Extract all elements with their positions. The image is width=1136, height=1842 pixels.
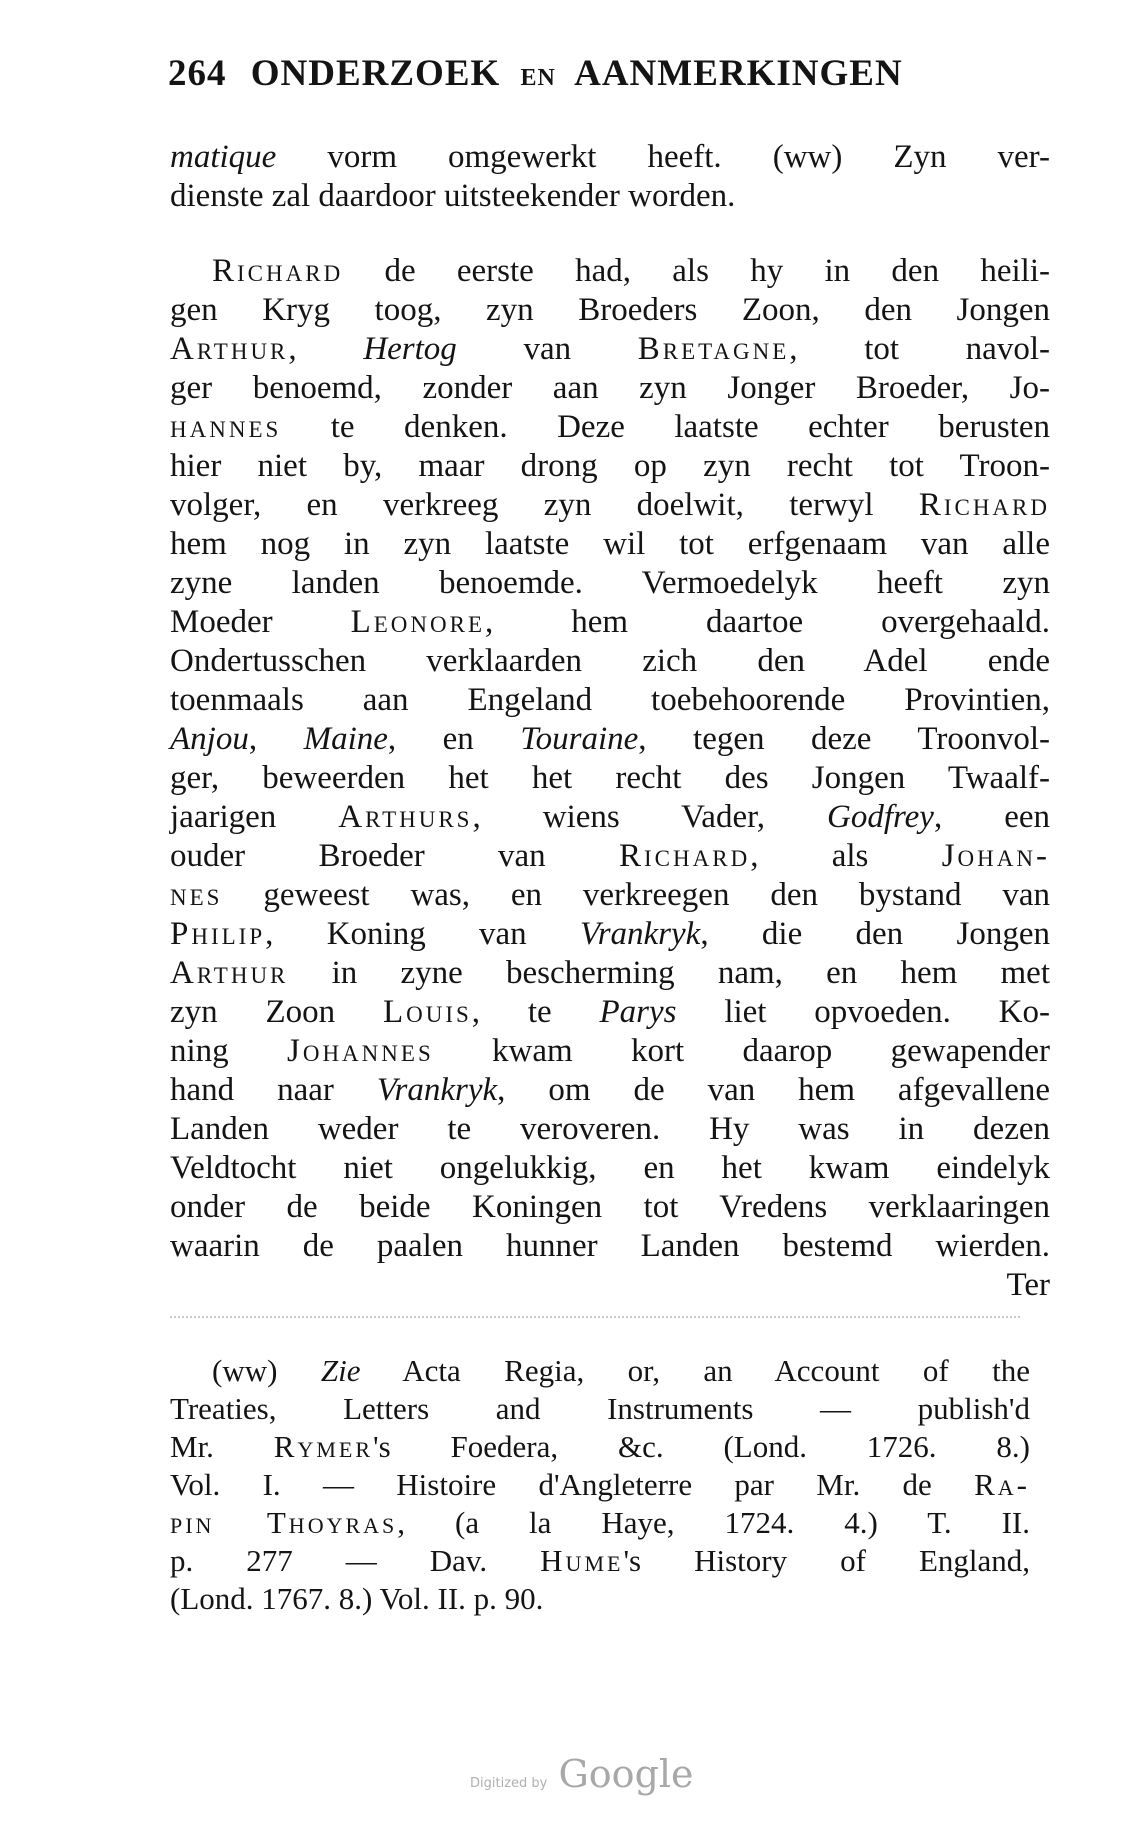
name-johannes-end: nes xyxy=(170,877,223,913)
text-span: p. 277 — Dav. xyxy=(170,1543,541,1578)
main-text xyxy=(170,138,1050,1305)
italic-word: Anjou xyxy=(170,721,249,757)
text-span: dienste zal daardoor uitsteekender worden. xyxy=(170,178,736,214)
text-span: , tot navol- xyxy=(789,331,1050,367)
header-title-right: AANMERKINGEN xyxy=(574,53,903,94)
italic-word: Maine xyxy=(303,721,388,757)
text-line xyxy=(170,798,1050,837)
text-span: , een xyxy=(933,799,1051,835)
name-johannes: Johan- xyxy=(941,838,1050,874)
text-line xyxy=(170,720,1050,759)
name-philip: Philip xyxy=(170,916,266,952)
text-span: zyn Zoon xyxy=(170,994,383,1030)
text-span: 's Foedera, &c. (Lond. 1726. 8.) xyxy=(373,1429,1030,1464)
name-thoyras: pin Thoyras xyxy=(170,1505,398,1540)
text-span: onder de beide Koningen tot Vredens verklaaringen xyxy=(170,1189,1050,1225)
text-span: Vol. I. — Histoire d'Angleterre par Mr. de xyxy=(170,1467,975,1502)
text-span: zyne landen benoemde. Vermoedelyk heeft zyn xyxy=(170,565,1050,601)
text-line xyxy=(170,138,1050,177)
name-bretagne: Bretagne xyxy=(637,331,790,367)
name-leonore: Leonore xyxy=(350,604,486,640)
text-span: (Lond. 1767. 8.) Vol. II. p. 90. xyxy=(170,1581,544,1616)
text-line xyxy=(170,1032,1050,1071)
text-line xyxy=(170,993,1050,1032)
text-line xyxy=(170,759,1050,798)
footnote-line xyxy=(170,1352,1030,1390)
footnote-line xyxy=(170,1428,1030,1466)
text-span: vorm omgewerkt heeft. (ww) Zyn ver- xyxy=(276,139,1050,175)
text-span: , hem daartoe overgehaald. xyxy=(485,604,1050,640)
text-line xyxy=(170,447,1050,486)
italic-word: Vrankryk xyxy=(376,1072,498,1108)
text-line xyxy=(170,1110,1050,1149)
text-span: gen Kryg toog, zyn Broeders Zoon, den Jongen xyxy=(170,292,1050,328)
text-line xyxy=(170,369,1050,408)
footnote-line xyxy=(170,1390,1030,1428)
italic-word: Parys xyxy=(599,994,677,1030)
text-line xyxy=(170,681,1050,720)
name-louis: Louis xyxy=(382,994,472,1030)
header-title-left: ONDERZOEK xyxy=(250,53,501,94)
italic-word: Vrankryk xyxy=(579,916,701,952)
text-span: Veldtocht niet ongelukkig, en het kwam eindelyk xyxy=(170,1150,1050,1186)
text-span: Acta Regia, or, an Account of the xyxy=(360,1353,1030,1388)
name-rapin: Ra- xyxy=(974,1467,1030,1502)
page-number: 264 xyxy=(168,53,227,94)
text-line xyxy=(170,915,1050,954)
text-span: kwam kort daarop gewapender xyxy=(433,1033,1051,1069)
text-span: ger benoemd, zonder aan zyn Jonger Broeder, Jo- xyxy=(170,370,1050,406)
italic-word: Touraine xyxy=(520,721,639,757)
text-span: waarin de paalen hunner Landen bestemd wierden. xyxy=(170,1228,1050,1264)
text-span: Mr. xyxy=(170,1429,274,1464)
text-span: ning xyxy=(170,1033,287,1069)
text-line xyxy=(170,252,1050,291)
text-line xyxy=(170,330,1050,369)
footnote-line xyxy=(170,1580,1030,1618)
catchword xyxy=(170,1266,1050,1305)
text-span: van xyxy=(456,331,638,367)
text-line xyxy=(170,408,1050,447)
text-line xyxy=(170,1071,1050,1110)
name-arthurs: Arthurs xyxy=(338,799,473,835)
italic-word: Zie xyxy=(320,1353,361,1388)
text-line xyxy=(170,486,1050,525)
footnote-line xyxy=(170,1504,1030,1542)
text-span: ger, beweerden het het recht des Jongen Twaalf- xyxy=(170,760,1050,796)
text-line xyxy=(170,291,1050,330)
text-span: 's History of England, xyxy=(623,1543,1031,1578)
text-span: , om de van hem afgevallene xyxy=(497,1072,1050,1108)
text-span: toenmaals aan Engeland toebehoorende Provintien, xyxy=(170,682,1050,718)
text-span: volger, en verkreeg zyn doelwit, terwyl xyxy=(170,487,919,523)
text-span: Ondertusschen verklaarden zich den Adel ende xyxy=(170,643,1050,679)
text-span: hand naar xyxy=(170,1072,377,1108)
running-header xyxy=(168,52,998,95)
text-span: Landen weder te veroveren. Hy was in dezen xyxy=(170,1111,1050,1147)
text-span: , Koning van xyxy=(265,916,580,952)
text-line xyxy=(170,642,1050,681)
header-title-mid: EN xyxy=(520,65,556,91)
italic-word: matique xyxy=(170,139,277,175)
text-line xyxy=(170,603,1050,642)
text-span: de eerste had, als hy in den heili- xyxy=(343,253,1050,289)
catchword-text: Ter xyxy=(1006,1267,1050,1303)
name-rymer: Rymer xyxy=(273,1429,374,1464)
text-line xyxy=(170,525,1050,564)
text-span: te denken. Deze laatste echter berusten xyxy=(281,409,1050,445)
name-richard: Richard xyxy=(619,838,751,874)
text-span: jaarigen xyxy=(170,799,339,835)
text-span: , te xyxy=(471,994,600,1030)
digitized-watermark xyxy=(470,1752,694,1796)
text-line xyxy=(170,1227,1050,1266)
italic-word: Hertog xyxy=(363,331,457,367)
text-span: hem nog in zyn laatste wil tot erfgenaam van alle xyxy=(170,526,1050,562)
text-line xyxy=(170,1149,1050,1188)
text-span: Treaties, Letters and Instruments — publish'd xyxy=(170,1391,1030,1426)
name-richard: Richard xyxy=(918,487,1050,523)
name-arthur: Arthur xyxy=(170,331,289,367)
text-span: , xyxy=(288,331,364,367)
text-line xyxy=(170,876,1050,915)
text-line xyxy=(170,564,1050,603)
footnote-line xyxy=(170,1466,1030,1504)
text-span: , wiens Vader, xyxy=(472,799,828,835)
text-span: in zyne bescherming nam, en hem met xyxy=(288,955,1050,991)
scan-artifact xyxy=(170,1316,1020,1320)
footnote-line xyxy=(170,1542,1030,1580)
text-span: geweest was, en verkreegen den bystand van xyxy=(222,877,1050,913)
text-span: Moeder xyxy=(170,604,351,640)
digitized-label: Digitized by xyxy=(470,1776,548,1791)
text-span: liet opvoeden. Ko- xyxy=(676,994,1050,1030)
italic-word: Godfrey xyxy=(827,799,934,835)
text-span: , xyxy=(248,721,304,757)
text-span: , tegen deze Troonvol- xyxy=(638,721,1051,757)
text-span: , en xyxy=(387,721,521,757)
name-richard: Richard xyxy=(212,253,344,289)
text-span: , als xyxy=(750,838,942,874)
text-span: hier niet by, maar drong op zyn recht tot Troon- xyxy=(170,448,1050,484)
name-johannes: Johannes xyxy=(287,1033,434,1069)
name-hume: Hume xyxy=(540,1543,624,1578)
name-arthur: Arthur xyxy=(170,955,289,991)
text-span: , die den Jongen xyxy=(700,916,1050,952)
google-logo: Google xyxy=(558,1752,694,1796)
footnotes xyxy=(170,1352,1030,1618)
text-span: , (a la Haye, 1724. 4.) T. II. xyxy=(397,1505,1030,1540)
text-line xyxy=(170,1188,1050,1227)
footnote-marker: (ww) xyxy=(212,1353,321,1388)
name-johannes: hannes xyxy=(170,409,282,445)
text-line xyxy=(170,837,1050,876)
text-line xyxy=(170,954,1050,993)
text-span: ouder Broeder van xyxy=(170,838,619,874)
text-line xyxy=(170,177,1050,216)
